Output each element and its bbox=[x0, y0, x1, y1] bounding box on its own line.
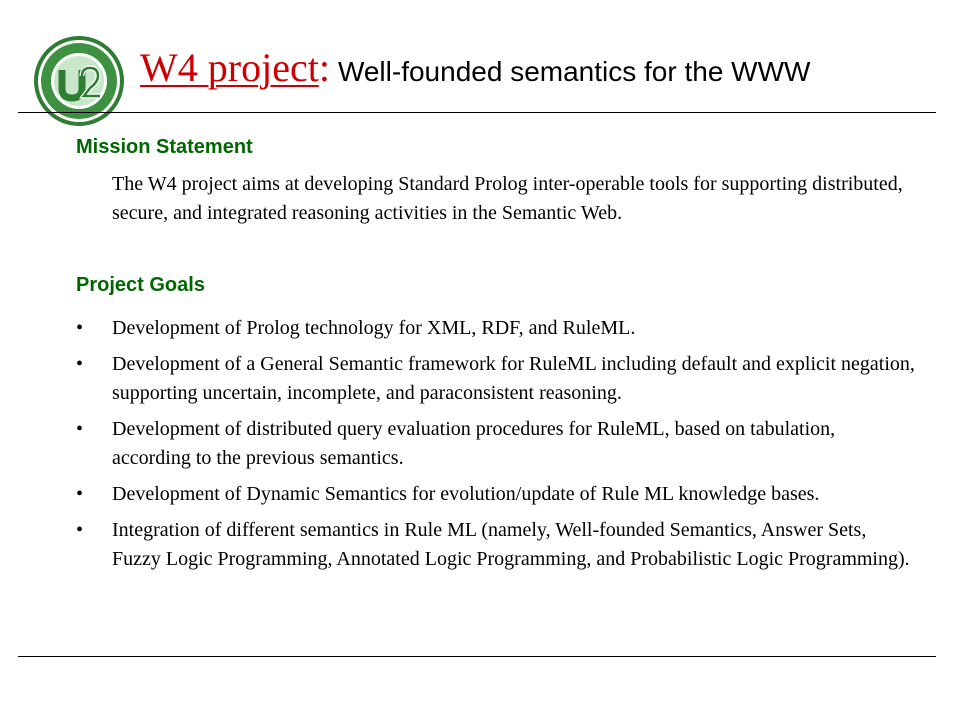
goals-list bbox=[76, 314, 916, 581]
mission-text: The W4 project aims at developing Standard Prolog inter-operable tools for supporting distributed, secure, and integrated reasoning activities in the Semantic Web. bbox=[112, 173, 903, 224]
w4-project-link[interactable]: W4 project bbox=[140, 45, 319, 90]
bullet-icon: • bbox=[76, 483, 84, 505]
goal-item bbox=[76, 516, 916, 574]
goal-item bbox=[76, 314, 916, 343]
goal-item bbox=[76, 480, 916, 509]
bottom-divider bbox=[18, 656, 936, 657]
goal-text: Development of a General Semantic framework for RuleML including default and explicit negation, supporting uncertain, incomplete, and paraconsistent reasoning. bbox=[112, 353, 915, 404]
goal-text: Development of Prolog technology for XML, RDF, and RuleML. bbox=[112, 317, 636, 339]
university-logo bbox=[32, 34, 126, 128]
bullet-icon: • bbox=[76, 418, 84, 440]
title-colon: : bbox=[318, 45, 330, 90]
bullet-icon: • bbox=[76, 519, 84, 541]
university-seal-icon bbox=[32, 34, 126, 128]
goal-item bbox=[76, 350, 916, 408]
goals-heading: Project Goals bbox=[76, 274, 205, 296]
goal-text: Development of Dynamic Semantics for evolution/update of Rule ML knowledge bases. bbox=[112, 483, 820, 505]
goal-text: Integration of different semantics in Rule ML (namely, Well-founded Semantics, Answer Sets, Fuzzy Logic Programming, Annotated Logic Programming, and Probabilistic Logic Programming). bbox=[112, 519, 910, 570]
top-divider bbox=[18, 112, 936, 113]
goal-text: Development of distributed query evaluation procedures for RuleML, based on tabulation, according to the previous semantics. bbox=[112, 418, 836, 469]
slide-title bbox=[140, 44, 810, 91]
bullet-icon: • bbox=[76, 353, 84, 375]
title-subtitle: Well-founded semantics for the WWW bbox=[337, 56, 811, 87]
mission-heading: Mission Statement bbox=[76, 136, 253, 158]
bullet-icon: • bbox=[76, 317, 84, 339]
goal-item bbox=[76, 415, 916, 473]
